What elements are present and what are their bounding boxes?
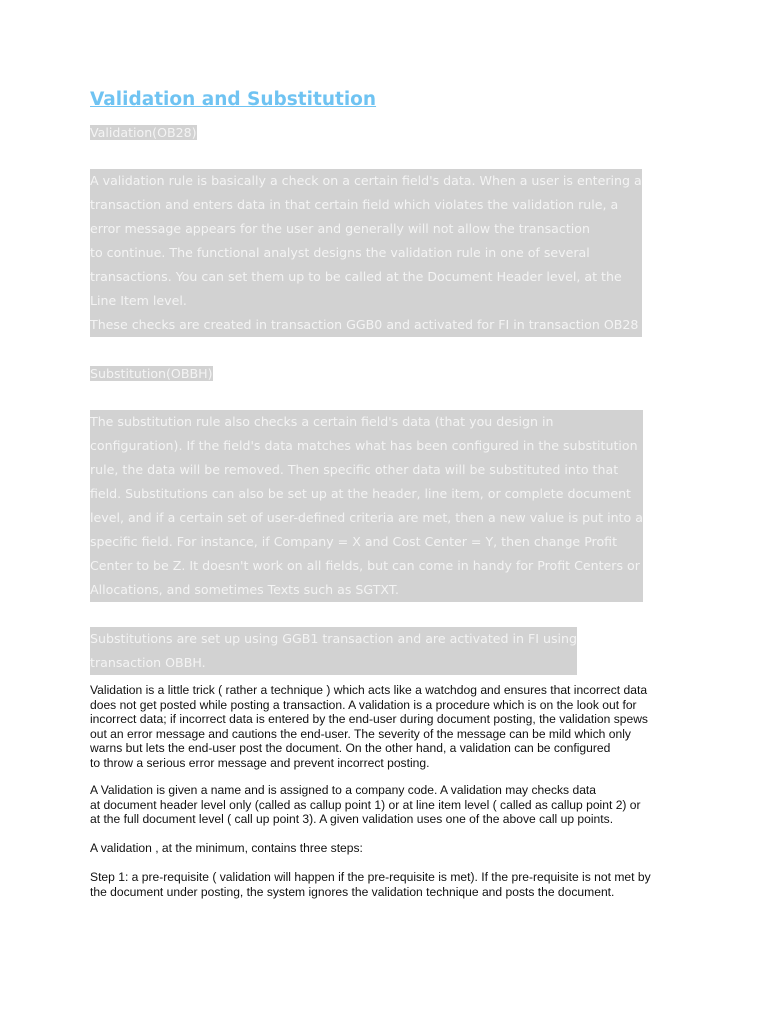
substitution-paragraph bbox=[90, 410, 643, 602]
body-line: out an error message and cautions the end-user. The severity of the message can be mild which only bbox=[90, 726, 631, 741]
substitution-heading-text: Substitution(OBBH) bbox=[90, 366, 213, 381]
substitution-line: specific field. For instance, if Company = X and Cost Center = Y, then change Profit bbox=[90, 530, 643, 554]
body-paragraph-4 bbox=[90, 870, 651, 899]
document-title: Validation and Substitution bbox=[90, 89, 377, 110]
validation-heading bbox=[90, 121, 197, 145]
substitution-setup-paragraph bbox=[90, 627, 577, 675]
validation-paragraph bbox=[90, 169, 642, 337]
validation-line: These checks are created in transaction GGB0 and activated for FI in transaction OB28 bbox=[90, 313, 642, 337]
substitution-line: rule, the data will be removed. Then specific other data will be substituted into that bbox=[90, 458, 643, 482]
substitution-line: level, and if a certain set of user-defined criteria are met, then a new value is put into a bbox=[90, 506, 643, 530]
validation-line: transaction and enters data in that certain field which violates the validation rule, a bbox=[90, 193, 642, 217]
substitution-line: The substitution rule also checks a certain field's data (that you design in bbox=[90, 410, 643, 434]
substitution-line: configuration). If the field's data matches what has been configured in the substitution bbox=[90, 434, 643, 458]
substitution-line: Allocations, and sometimes Texts such as SGTXT. bbox=[90, 578, 643, 602]
substitution-setup-line: Substitutions are set up using GGB1 transaction and are activated in FI using bbox=[90, 627, 577, 651]
body-line: incorrect data; if incorrect data is entered by the end-user during document posting, the validation spews bbox=[90, 712, 648, 726]
validation-line: A validation rule is basically a check on a certain field's data. When a user is entering a bbox=[90, 169, 642, 193]
validation-line: transactions. You can set them up to be called at the Document Header level, at the bbox=[90, 265, 642, 289]
body-line: A Validation is given a name and is assigned to a company code. A validation may checks data bbox=[90, 783, 597, 797]
validation-line: error message appears for the user and generally will not allow the transaction bbox=[90, 217, 642, 241]
body-line: at document header level only (called as callup point 1) or at line item level ( called as callup point 2) or bbox=[90, 797, 641, 812]
body-paragraph-1 bbox=[90, 683, 648, 770]
body-paragraph-2 bbox=[90, 783, 641, 827]
body-line: warns but lets the end-user post the document. On the other hand, a validation can be configured bbox=[90, 741, 611, 755]
validation-line: Line Item level. bbox=[90, 289, 642, 313]
substitution-line: Center to be Z. It doesn't work on all fields, but can come in handy for Profit Centers or bbox=[90, 554, 643, 578]
substitution-heading bbox=[90, 362, 213, 386]
body-line: Step 1: a pre-requisite ( validation will happen if the pre-requisite is met). If the pre-requisite is not met by bbox=[90, 870, 651, 884]
body-line: the document under posting, the system ignores the validation technique and posts the document. bbox=[90, 884, 615, 899]
body-line: Validation is a little trick ( rather a technique ) which acts like a watchdog and ensures that incorrect data bbox=[90, 683, 648, 697]
validation-line: to continue. The functional analyst designs the validation rule in one of several bbox=[90, 241, 642, 265]
body-paragraph-3 bbox=[90, 841, 363, 856]
body-line: at the full document level ( call up point 3). A given validation uses one of the above call up points. bbox=[90, 812, 614, 826]
body-line: A validation , at the minimum, contains three steps: bbox=[90, 841, 363, 855]
substitution-setup-line: transaction OBBH. bbox=[90, 651, 577, 675]
substitution-line: field. Substitutions can also be set up at the header, line item, or complete document bbox=[90, 482, 643, 506]
validation-heading-text: Validation(OB28) bbox=[90, 125, 197, 140]
body-line: does not get posted while posting a transaction. A validation is a procedure which is on the look out for bbox=[90, 697, 637, 712]
body-line: to throw a serious error message and prevent incorrect posting. bbox=[90, 755, 430, 770]
